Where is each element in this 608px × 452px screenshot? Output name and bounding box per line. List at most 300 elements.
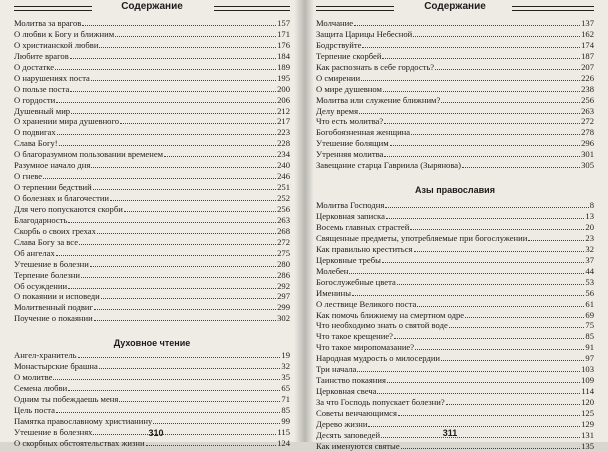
toc-entry-title: Молитва или служение ближним?	[316, 94, 441, 105]
toc-leader-dots	[449, 327, 585, 328]
toc-entry	[316, 138, 594, 149]
toc-leader-dots	[110, 200, 276, 201]
toc-entry	[14, 259, 290, 270]
toc-entry-title: Об ангелах	[14, 247, 55, 258]
toc-leader-dots	[70, 91, 276, 92]
toc-leader-dots	[359, 113, 580, 114]
toc-entry-page: 238	[581, 83, 594, 94]
toc-entry-page: 13	[585, 211, 594, 222]
toc-entry-title: Терпение скорбей	[316, 50, 382, 61]
toc-entry-title: Молитва за врагов	[14, 18, 82, 28]
toc-entry-title: Церковная записка	[316, 211, 385, 222]
toc-entry-title: Десять заповедей	[316, 429, 381, 440]
toc-entry-title: Утешение в болезни	[14, 258, 89, 269]
toc-entry	[14, 416, 290, 427]
toc-entry-title: За что Господь попускает болезни?	[316, 397, 445, 407]
toc-leader-dots	[93, 434, 276, 435]
toc-entry-title: О смирении	[316, 72, 361, 83]
toc-entry-page: 19	[281, 350, 290, 361]
toc-leader-dots	[101, 298, 276, 299]
toc-entry-title: О терпении бедствий	[14, 182, 92, 193]
toc-leader-dots	[56, 102, 276, 103]
toc-entry-title: Народная мудрость о милосердии	[316, 353, 441, 364]
header-rule	[316, 6, 394, 11]
toc-entry-page: 23	[585, 232, 594, 243]
toc-entry-page: 53	[585, 276, 594, 287]
toc-leader-dots	[153, 423, 280, 424]
toc-entry	[316, 106, 594, 117]
toc-entry-title: Монастырские брашна	[14, 361, 98, 372]
toc-entry-title: О хранении мира душевного	[14, 116, 120, 127]
toc-entry-page: 296	[581, 138, 594, 149]
toc-entry	[14, 138, 290, 149]
toc-entry-page: 56	[585, 287, 594, 298]
toc-entry-title: Цель поста	[14, 404, 55, 415]
toc-leader-dots	[93, 189, 276, 190]
toc-entry-page: 251	[277, 182, 290, 193]
toc-entry-page: 115	[277, 426, 290, 437]
toc-entry-page: 234	[277, 149, 290, 160]
toc-entry-title: Молитва Господня	[316, 200, 385, 211]
right-section-title: Азы православия	[415, 185, 495, 196]
toc-entry-page: 137	[581, 18, 594, 28]
toc-entry-page: 85	[585, 331, 594, 342]
toc-entry-page: 69	[585, 309, 594, 320]
toc-entry	[14, 204, 290, 215]
toc-entry	[14, 405, 290, 416]
toc-entry	[316, 364, 594, 375]
toc-entry	[14, 372, 290, 383]
toc-entry-title: О лествице Великого поста	[316, 298, 417, 309]
toc-entry-title: Одним ты побеждаешь меня	[14, 394, 119, 404]
toc-entry-page: 286	[277, 269, 290, 280]
toc-entry-title: Именины	[316, 287, 352, 298]
toc-entry-page: 256	[277, 203, 290, 214]
toc-leader-dots	[382, 58, 580, 59]
toc-entry-page: 187	[581, 50, 594, 61]
toc-entry-page: 278	[581, 127, 594, 138]
toc-entry-page: 184	[277, 50, 290, 61]
toc-entry-page: 135	[581, 440, 594, 451]
right-section-list	[316, 200, 594, 452]
toc-entry	[316, 149, 594, 160]
toc-entry-title: Скорбь о своих грехах	[14, 225, 96, 236]
toc-entry	[316, 397, 594, 408]
toc-entry-title: О пользе поста	[14, 83, 70, 94]
toc-entry-page: 189	[277, 61, 290, 72]
left-section-title: Духовное чтение	[113, 338, 191, 349]
toc-leader-dots	[354, 25, 580, 26]
toc-entry-title: Церковные требы	[316, 254, 381, 265]
toc-entry	[14, 291, 290, 302]
toc-leader-dots	[383, 91, 580, 92]
toc-entry	[14, 248, 290, 259]
toc-entry-page: 129	[581, 418, 594, 429]
toc-entry	[14, 281, 290, 292]
toc-leader-dots	[81, 277, 276, 278]
toc-entry	[14, 160, 290, 171]
toc-leader-dots	[43, 178, 276, 179]
toc-entry-page: 91	[585, 342, 594, 353]
toc-entry-title: Терпение болезни	[14, 269, 80, 280]
right-toc-list	[316, 18, 594, 171]
toc-entry-title: Дерево жизни	[316, 418, 368, 429]
toc-leader-dots	[164, 156, 276, 157]
toc-entry-title: Что необходимо знать о святой воде	[316, 320, 448, 331]
toc-leader-dots	[71, 113, 276, 114]
toc-leader-dots	[91, 80, 276, 81]
toc-entry	[14, 302, 290, 313]
toc-entry-title: О любви к Богу и ближним	[14, 28, 115, 39]
toc-entry-page: 263	[277, 214, 290, 225]
toc-entry-title: Молчание	[316, 18, 354, 28]
toc-entry-title: Об осуждении	[14, 280, 68, 291]
toc-entry-title: Защита Царицы Небесной	[316, 28, 413, 39]
toc-entry	[316, 127, 594, 138]
toc-entry-title: О достатке	[14, 61, 55, 72]
toc-entry-page: 252	[277, 193, 290, 203]
toc-entry	[316, 51, 594, 62]
toc-entry-title: Делу время	[316, 105, 359, 116]
toc-leader-dots	[115, 36, 276, 37]
toc-leader-dots	[99, 47, 276, 48]
toc-entry-page: 292	[277, 280, 290, 291]
toc-entry-page: 217	[277, 116, 290, 127]
toc-entry	[14, 171, 290, 182]
toc-entry-title: Семена любви	[14, 383, 68, 394]
toc-entry-page: 37	[585, 254, 594, 265]
toc-entry	[316, 95, 594, 106]
toc-leader-dots	[362, 47, 580, 48]
toc-entry-title: О скорбных обстоятельствах жизни	[14, 437, 145, 448]
toc-leader-dots	[82, 25, 276, 26]
toc-entry-page: 99	[281, 415, 290, 426]
toc-leader-dots	[70, 58, 276, 59]
right-header-title: Содержание	[418, 1, 492, 12]
toc-entry-page: 174	[581, 39, 594, 50]
toc-entry	[14, 182, 290, 193]
toc-entry-page: 305	[581, 160, 594, 171]
toc-entry-title: О благоразумном пользовании временем	[14, 149, 164, 160]
toc-leader-dots	[446, 404, 580, 405]
toc-entry-page: 297	[277, 291, 290, 302]
toc-entry	[316, 73, 594, 84]
toc-entry-page: 246	[277, 171, 290, 182]
toc-leader-dots	[382, 262, 585, 263]
toc-entry	[14, 361, 290, 372]
toc-entry	[14, 62, 290, 73]
toc-leader-dots	[384, 156, 580, 157]
toc-entry-page: 162	[581, 28, 594, 39]
toc-entry-title: Слава Богу за все	[14, 236, 79, 247]
toc-leader-dots	[410, 229, 584, 230]
toc-entry	[316, 244, 594, 255]
toc-entry-title: Церковная свеча	[316, 386, 377, 397]
toc-entry-title: Как помочь ближнему на смертном одре	[316, 309, 465, 320]
toc-leader-dots	[124, 211, 276, 212]
toc-leader-dots	[68, 390, 280, 391]
toc-entry	[14, 51, 290, 62]
toc-entry-page: 157	[277, 18, 290, 28]
toc-leader-dots	[465, 317, 584, 318]
toc-entry-page: 206	[277, 94, 290, 105]
toc-entry-page: 171	[277, 28, 290, 39]
toc-entry-page: 114	[581, 386, 594, 397]
toc-entry	[14, 73, 290, 84]
toc-entry-page: 195	[277, 72, 290, 83]
toc-entry	[316, 288, 594, 299]
toc-entry	[14, 438, 290, 449]
toc-entry-title: Что такое крещение?	[316, 331, 393, 342]
toc-entry	[14, 149, 290, 160]
toc-entry-page: 85	[281, 404, 290, 415]
toc-entry	[14, 226, 290, 237]
toc-entry-page: 125	[581, 407, 594, 418]
toc-entry-page: 240	[277, 160, 290, 171]
toc-entry-page: 280	[277, 258, 290, 269]
right-page	[304, 0, 608, 451]
toc-entry-title: Что такое миропомазание?	[316, 342, 415, 353]
toc-entry	[316, 200, 594, 211]
toc-leader-dots	[56, 412, 280, 413]
toc-leader-dots	[401, 448, 580, 449]
toc-entry-title: О христианской любви	[14, 39, 99, 50]
toc-leader-dots	[59, 145, 276, 146]
toc-leader-dots	[398, 415, 580, 416]
toc-entry-title: Богобоязненная женщина	[316, 127, 411, 138]
toc-entry	[14, 127, 290, 138]
toc-entry-page: 272	[581, 116, 594, 127]
toc-entry-page: 124	[277, 437, 290, 448]
toc-entry	[316, 233, 594, 244]
right-page-number: 311	[442, 428, 458, 438]
toc-entry-title: Таинство покаяния	[316, 375, 386, 386]
toc-entry	[14, 95, 290, 106]
toc-entry-title: Благодарность	[14, 214, 68, 225]
toc-entry-page: 97	[585, 353, 594, 364]
toc-entry-page: 32	[281, 361, 290, 372]
toc-entry-page: 268	[277, 225, 290, 236]
toc-leader-dots	[387, 382, 580, 383]
toc-entry-page: 226	[581, 72, 594, 83]
toc-entry	[14, 215, 290, 226]
toc-entry	[316, 116, 594, 127]
toc-leader-dots	[357, 371, 580, 372]
toc-entry	[316, 160, 594, 171]
toc-entry	[14, 394, 290, 405]
toc-entry-title: Бодрствуйте	[316, 39, 362, 50]
right-running-header	[316, 0, 594, 18]
toc-entry-page: 32	[585, 243, 594, 254]
toc-leader-dots	[413, 36, 580, 37]
toc-leader-dots	[78, 357, 281, 358]
toc-entry-title: О подвигах	[14, 127, 56, 138]
toc-leader-dots	[384, 123, 580, 124]
toc-entry-title: Советы венчающимся	[316, 407, 397, 418]
toc-entry	[316, 222, 594, 233]
toc-leader-dots	[381, 437, 580, 438]
toc-entry-page: 103	[581, 364, 594, 375]
toc-entry-page: 35	[281, 372, 290, 383]
toc-entry	[316, 408, 594, 419]
toc-entry	[316, 342, 594, 353]
toc-entry	[316, 255, 594, 266]
toc-entry-title: О нарушениях поста	[14, 72, 90, 83]
toc-leader-dots	[90, 266, 276, 267]
toc-leader-dots	[68, 288, 276, 289]
toc-entry	[316, 441, 594, 452]
toc-entry	[316, 353, 594, 364]
toc-leader-dots	[377, 393, 580, 394]
toc-entry-page: 212	[277, 105, 290, 116]
toc-entry	[316, 84, 594, 95]
toc-entry	[14, 270, 290, 281]
toc-leader-dots	[146, 445, 277, 446]
toc-leader-dots	[385, 207, 588, 208]
toc-entry	[316, 266, 594, 277]
toc-leader-dots	[411, 134, 580, 135]
toc-entry-page: 8	[589, 200, 594, 211]
toc-leader-dots	[361, 80, 580, 81]
toc-entry-title: Ангел-хранитель	[14, 350, 77, 361]
toc-entry	[316, 29, 594, 40]
toc-entry-title: О мире душевном	[316, 83, 382, 94]
toc-entry-page: 228	[277, 138, 290, 149]
toc-entry-title: О гордости	[14, 94, 56, 105]
toc-entry	[14, 106, 290, 117]
toc-entry-page: 275	[277, 247, 290, 258]
toc-entry-title: Памятка православному христианину	[14, 415, 153, 426]
toc-entry-title: Три начала	[316, 364, 357, 375]
left-page-number: 310	[148, 428, 164, 438]
header-rule	[214, 6, 290, 11]
toc-entry-page: 75	[585, 320, 594, 331]
toc-entry-page: 302	[277, 313, 290, 324]
toc-entry-title: Восемь главных страстей	[316, 222, 410, 232]
toc-entry-title: Священные предметы, употребляемые при богослужении	[316, 232, 528, 243]
toc-entry-title: Завещание старца Гавриила (Зырянова)	[316, 160, 461, 171]
toc-leader-dots	[352, 295, 584, 296]
toc-entry	[14, 18, 290, 29]
toc-entry-page: 71	[281, 394, 290, 404]
toc-entry-title: О болезнях и благочестии	[14, 193, 110, 203]
toc-entry-title: О молитве	[14, 372, 53, 383]
toc-entry-page: 207	[581, 61, 594, 72]
toc-leader-dots	[390, 145, 580, 146]
toc-entry	[14, 350, 290, 361]
toc-entry-page: 223	[277, 127, 290, 138]
left-page	[0, 0, 304, 448]
toc-leader-dots	[435, 69, 580, 70]
toc-leader-dots	[415, 349, 584, 350]
toc-entry-page: 256	[581, 94, 594, 105]
toc-entry-page: 61	[585, 298, 594, 309]
toc-entry-title: Молебен	[316, 265, 349, 276]
toc-leader-dots	[94, 309, 276, 310]
toc-entry-page: 44	[585, 265, 594, 276]
toc-entry-title: Утешение в болезнях	[14, 426, 93, 437]
toc-entry-title: Молитвенный подвиг	[14, 302, 93, 313]
left-toc-list	[14, 18, 290, 324]
toc-entry	[14, 40, 290, 51]
toc-entry	[14, 383, 290, 394]
toc-entry-title: Богослужебные цвета	[316, 276, 396, 287]
toc-leader-dots	[441, 102, 580, 103]
toc-leader-dots	[414, 251, 585, 252]
toc-entry-page: 299	[277, 302, 290, 313]
toc-entry-title: Утешение болящим	[316, 138, 389, 149]
toc-entry	[14, 193, 290, 204]
toc-entry-title: О покаянии и исповеди	[14, 291, 100, 302]
toc-entry-page: 120	[581, 397, 594, 407]
toc-leader-dots	[394, 338, 584, 339]
toc-leader-dots	[462, 167, 580, 168]
toc-entry-title: Поучение о покаянии	[14, 313, 93, 324]
toc-entry-title: Как распознать в себе гордость?	[316, 61, 435, 72]
toc-entry-page: 20	[585, 222, 594, 232]
toc-entry-title: Как правильно креститься	[316, 243, 413, 254]
toc-entry-title: Утренняя молитва	[316, 149, 384, 160]
toc-leader-dots	[417, 306, 584, 307]
toc-entry-title: Душевный мир	[14, 105, 71, 116]
toc-entry-page: 301	[581, 149, 594, 160]
toc-entry-page: 131	[581, 429, 594, 440]
toc-leader-dots	[55, 69, 276, 70]
toc-entry	[316, 299, 594, 310]
toc-entry	[14, 237, 290, 248]
toc-entry-title: О гневе	[14, 171, 43, 182]
toc-entry	[14, 313, 290, 324]
toc-leader-dots	[56, 255, 276, 256]
toc-entry	[316, 62, 594, 73]
toc-entry-title: Для чего попускаются скорби	[14, 203, 123, 214]
toc-entry	[316, 331, 594, 342]
toc-leader-dots	[528, 240, 584, 241]
toc-entry	[316, 386, 594, 397]
toc-entry-page: 200	[277, 83, 290, 94]
toc-entry-page: 272	[277, 236, 290, 247]
toc-entry	[14, 116, 290, 127]
toc-leader-dots	[68, 222, 276, 223]
toc-entry-page: 263	[581, 105, 594, 116]
toc-leader-dots	[119, 401, 280, 402]
toc-leader-dots	[91, 167, 276, 168]
toc-entry-title: Разумное начало дня	[14, 160, 91, 171]
left-running-header	[14, 0, 290, 18]
toc-entry-page: 109	[581, 375, 594, 386]
toc-entry	[316, 211, 594, 222]
toc-entry	[316, 18, 594, 29]
toc-leader-dots	[94, 320, 276, 321]
toc-leader-dots	[99, 368, 281, 369]
toc-entry-title: Что есть молитва?	[316, 116, 384, 127]
toc-entry-page: 65	[281, 383, 290, 394]
toc-leader-dots	[79, 244, 276, 245]
toc-entry	[316, 320, 594, 331]
toc-leader-dots	[120, 123, 276, 124]
toc-entry	[316, 375, 594, 386]
toc-leader-dots	[368, 426, 580, 427]
toc-entry	[14, 29, 290, 40]
toc-leader-dots	[441, 360, 584, 361]
toc-leader-dots	[97, 233, 276, 234]
toc-leader-dots	[397, 284, 585, 285]
toc-entry-title: Слава Богу!	[14, 138, 58, 149]
toc-leader-dots	[53, 379, 280, 380]
toc-entry	[14, 84, 290, 95]
toc-leader-dots	[386, 218, 585, 219]
header-rule	[14, 6, 92, 11]
